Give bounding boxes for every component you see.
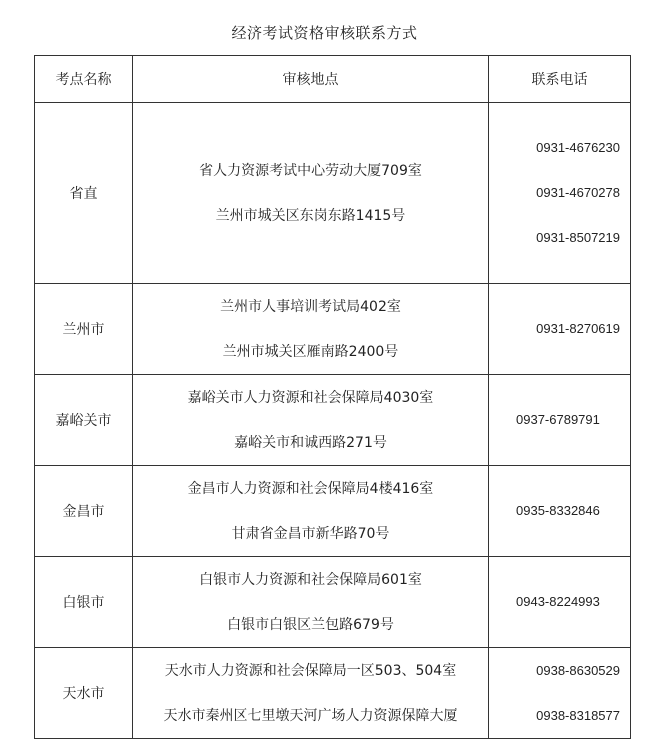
address-line: 兰州市人事培训考试局402室 bbox=[220, 298, 401, 315]
document-title: 经济考试资格审核联系方式 bbox=[231, 24, 418, 42]
address-cell bbox=[133, 375, 489, 466]
contact-table bbox=[34, 55, 631, 739]
site-name-cell: 兰州市 bbox=[35, 284, 133, 375]
site-name-cell: 金昌市 bbox=[35, 466, 133, 557]
address-cell bbox=[133, 466, 489, 557]
phone-number: 0931-8507219 bbox=[536, 230, 620, 245]
address-line: 嘉峪关市和诚西路271号 bbox=[234, 434, 387, 451]
address-line: 甘肃省金昌市新华路70号 bbox=[231, 525, 390, 542]
site-name-cell: 嘉峪关市 bbox=[35, 375, 133, 466]
address-line: 嘉峪关市人力资源和社会保障局4030室 bbox=[187, 389, 434, 406]
table-row bbox=[35, 557, 631, 648]
address-line: 省人力资源考试中心劳动大厦709室 bbox=[199, 162, 422, 179]
address-line: 天水市秦州区七里墩天河广场人力资源保障大厦 bbox=[163, 707, 458, 724]
address-cell bbox=[133, 648, 489, 739]
phone-number: 0931-4676230 bbox=[536, 140, 620, 155]
address-cell bbox=[133, 284, 489, 375]
table-row bbox=[35, 284, 631, 375]
phone-number: 0937-6789791 bbox=[516, 412, 600, 427]
table-row bbox=[35, 375, 631, 466]
phone-number: 0943-8224993 bbox=[516, 594, 600, 609]
table-row bbox=[35, 648, 631, 739]
site-name-cell: 白银市 bbox=[35, 557, 133, 648]
address-line: 天水市人力资源和社会保障局一区503、504室 bbox=[164, 662, 457, 679]
header-review-location: 审核地点 bbox=[133, 56, 489, 103]
header-contact-phone: 联系电话 bbox=[489, 56, 631, 103]
address-cell bbox=[133, 103, 489, 284]
address-line: 白银市白银区兰包路679号 bbox=[227, 616, 394, 633]
address-line: 兰州市城关区雁南路2400号 bbox=[222, 343, 399, 360]
address-cell bbox=[133, 557, 489, 648]
address-line: 白银市人力资源和社会保障局601室 bbox=[199, 571, 422, 588]
address-line: 兰州市城关区东岗东路1415号 bbox=[215, 207, 406, 224]
phone-number: 0938-8318577 bbox=[536, 707, 620, 723]
phone-number: 0931-4670278 bbox=[536, 185, 620, 200]
phone-cell bbox=[489, 557, 631, 648]
table-header-row bbox=[35, 56, 631, 103]
phone-cell bbox=[489, 466, 631, 557]
table-row bbox=[35, 466, 631, 557]
phone-number: 0935-8332846 bbox=[516, 503, 600, 518]
phone-cell bbox=[489, 648, 631, 739]
phone-number: 0938-8630529 bbox=[536, 662, 620, 678]
site-name-cell: 省直 bbox=[35, 103, 133, 284]
table-row bbox=[35, 103, 631, 284]
phone-number: 0931-8270619 bbox=[536, 321, 620, 336]
site-name-cell: 天水市 bbox=[35, 648, 133, 739]
phone-cell bbox=[489, 375, 631, 466]
phone-cell bbox=[489, 284, 631, 375]
header-site-name: 考点名称 bbox=[35, 56, 133, 103]
address-line: 金昌市人力资源和社会保障局4楼416室 bbox=[187, 480, 434, 497]
phone-cell bbox=[489, 103, 631, 284]
